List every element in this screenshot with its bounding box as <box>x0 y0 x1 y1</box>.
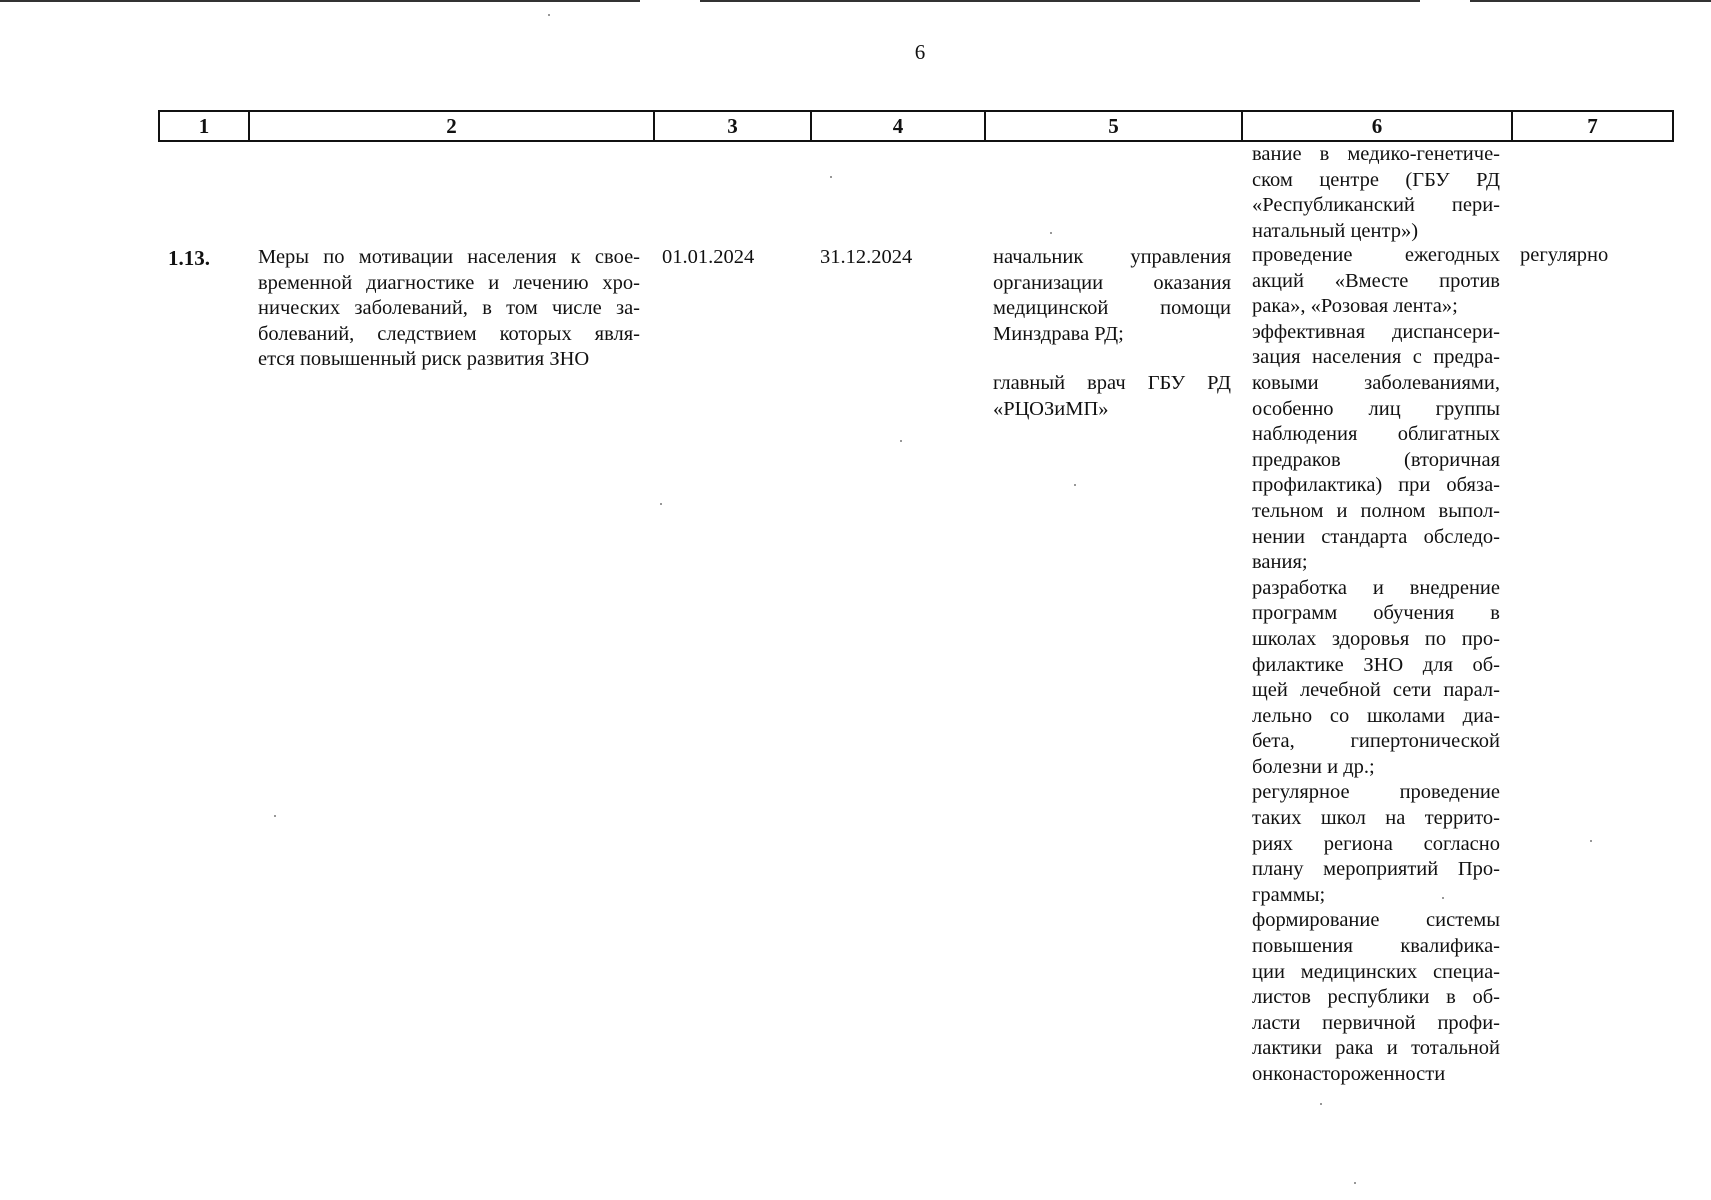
text-line: таких школ на террито- <box>1252 807 1500 830</box>
text-line: лельно со школами диа- <box>1252 704 1500 727</box>
text-line: повышения квалифика- <box>1252 935 1500 958</box>
text-line: онконастороженности <box>1252 1063 1446 1085</box>
text-line: нических заболеваний, в том числе за- <box>258 297 640 320</box>
paragraph-gap <box>993 347 1231 371</box>
scan-speck <box>660 503 662 505</box>
header-col-1: 1 <box>160 112 250 140</box>
scan-speck <box>548 14 550 16</box>
start-date: 01.01.2024 <box>662 246 755 268</box>
text-line: регулярное проведение <box>1252 781 1500 804</box>
expected-result <box>1252 243 1500 1088</box>
text-line: вание в медико-генетиче- <box>1252 143 1500 165</box>
text-line: вания; <box>1252 551 1308 574</box>
scan-speck <box>900 440 902 442</box>
text-line: ласти первичной профи- <box>1252 1011 1500 1034</box>
end-date: 31.12.2024 <box>820 246 913 268</box>
text-line: натальный центр») <box>1252 219 1419 242</box>
header-col-2: 2 <box>250 112 655 140</box>
scan-speck <box>274 815 276 817</box>
scan-speck <box>1320 1103 1322 1105</box>
text-line: акций «Вместе против <box>1252 269 1500 292</box>
text-line: рака», «Розовая лента»; <box>1252 295 1458 318</box>
text-line: особенно лиц группы <box>1252 397 1500 420</box>
scan-speck <box>1354 1182 1356 1184</box>
text-line: щей лечебной сети парал- <box>1252 679 1500 702</box>
text-line: Меры по мотивации населения к свое- <box>258 246 640 268</box>
scan-edge-line <box>700 0 1420 2</box>
text-line: организации оказания <box>993 271 1231 294</box>
header-col-7: 7 <box>1587 114 1598 138</box>
text-line: профилактика) при обяза- <box>1252 474 1500 497</box>
text-line: филактике ЗНО для об- <box>1252 653 1500 676</box>
text-line: формирование системы <box>1252 909 1500 932</box>
scan-edge-line <box>1470 0 1711 2</box>
text-line: ском центре (ГБУ РД <box>1252 168 1500 191</box>
row-number: 1.13. <box>168 246 210 270</box>
text-line: разработка и внедрение <box>1252 576 1500 599</box>
scan-speck <box>830 176 832 178</box>
text-line: главный врач ГБУ РД <box>993 372 1231 395</box>
text-line: наблюдения облигатных <box>1252 423 1500 446</box>
scan-speck <box>1050 232 1052 234</box>
page-number: 6 <box>914 40 926 64</box>
continuation-col6 <box>1252 142 1500 244</box>
measure-description <box>258 245 640 373</box>
responsible-persons <box>993 245 1231 423</box>
text-line: зация населения с предра- <box>1252 346 1500 369</box>
text-line: «РЦОЗиМП» <box>993 397 1109 420</box>
text-line: Минздрава РД; <box>993 322 1124 345</box>
text-line: нении стандарта обследо- <box>1252 525 1500 548</box>
text-line: школах здоровья по про- <box>1252 627 1500 650</box>
text-line: программ обучения в <box>1252 602 1500 625</box>
text-line: предраков (вторичная <box>1252 448 1500 471</box>
text-line: лактики рака и тотальной <box>1252 1037 1500 1060</box>
text-line: тельном и полном выпол- <box>1252 499 1500 522</box>
text-line: «Республиканский пери- <box>1252 194 1500 217</box>
scan-speck <box>1590 840 1592 842</box>
text-line: ется повышенный риск развития ЗНО <box>258 348 590 371</box>
table-header-row <box>158 110 1674 142</box>
scan-edge-line <box>0 0 640 2</box>
text-line: риях региона согласно <box>1252 832 1500 855</box>
header-col-6: 6 <box>1243 112 1513 140</box>
text-line: временной диагностике и лечению хро- <box>258 271 640 294</box>
text-line: листов республики в об- <box>1252 986 1500 1009</box>
scan-speck <box>1442 897 1444 899</box>
text-line: проведение ежегодных <box>1252 244 1500 266</box>
text-line: ции медицинских специа- <box>1252 960 1500 983</box>
text-line: ковыми заболеваниями, <box>1252 371 1500 394</box>
text-line: болезни и др.; <box>1252 755 1375 778</box>
header-col-4: 4 <box>812 112 986 140</box>
scan-speck <box>1074 484 1076 486</box>
header-col-3: 3 <box>655 112 812 140</box>
text-line: болеваний, следствием которых явля- <box>258 322 640 345</box>
text-line: плану мероприятий Про- <box>1252 858 1500 881</box>
text-line: начальник управления <box>993 246 1231 268</box>
text-line: медицинской помощи <box>993 297 1231 320</box>
text-line: граммы; <box>1252 883 1326 906</box>
text-line: бета, гипертонической <box>1252 730 1500 753</box>
header-col-5: 5 <box>986 112 1243 140</box>
text-line: эффективная диспансери- <box>1252 320 1500 343</box>
periodicity: регулярно <box>1520 244 1609 266</box>
